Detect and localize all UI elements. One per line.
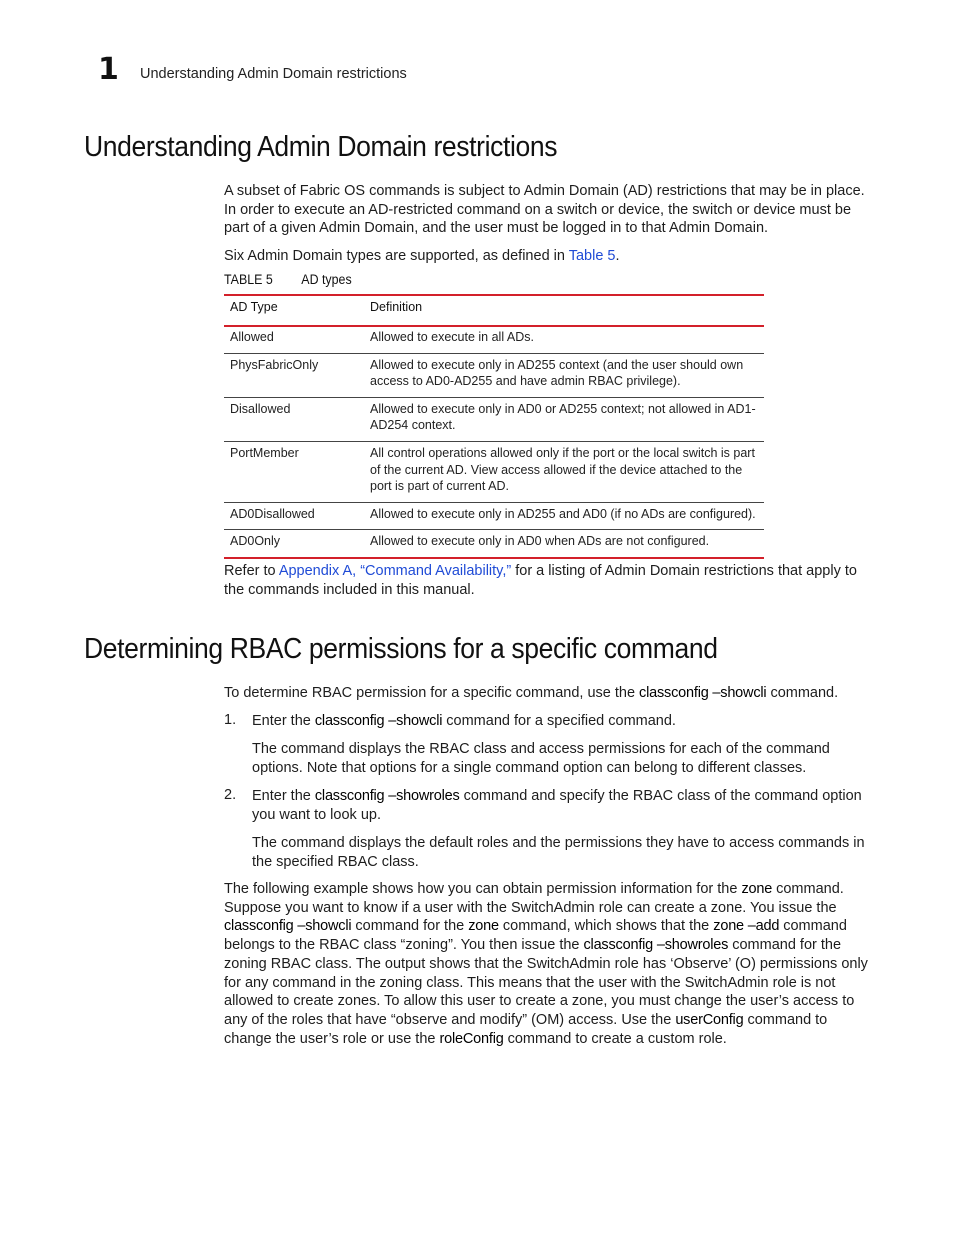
table-row [224,397,764,441]
example-paragraph [224,880,870,1048]
command-text: classconfig –showcli [314,713,443,729]
table-header-cell: AD Type [224,295,364,326]
table-caption-number: TABLE 5 [224,272,273,287]
ad-type-cell: Disallowed [224,397,364,441]
text-span: command. Suppose you want to know if a user with the SwitchAdmin role can create a zone. You issue the [224,881,844,916]
text-span: command for the zoning RBAC class. The output shows that the SwitchAdmin role has ‘Observe’ (O) permissions only for any command in the zoning class. This means that the user with the SwitchAdmin role is not allowed to create zones. To allow this user to create a zone, you must change the user’s access to any of the roles that have “observe and modify” (OM) access. Use the [224,937,868,1028]
text-span: command for the [351,918,469,935]
text-span: command. [766,685,839,701]
text-span: for a listing of Admin Domain restrictions that apply to the commands included in this manual. [224,563,857,598]
text-span: Enter the [252,713,315,729]
table-row [224,502,764,530]
command-text: classconfig –showcli [224,918,352,935]
command-text: userConfig [675,1011,744,1028]
table-caption [224,272,352,287]
definition-cell: Allowed to execute only in AD255 context (and the user should own access to AD0-AD255 and have admin RBAC privilege). [364,353,764,397]
table-row [224,326,764,353]
appendix-a-link[interactable]: Appendix A, “Command Availability,” [278,563,512,579]
section-heading-admin-domain: Understanding Admin Domain restrictions [84,131,558,163]
text-span: Refer to [224,563,279,579]
ad-types-table [224,294,764,559]
table-header-cell: Definition [364,295,764,326]
step-2-text [252,787,870,824]
section-heading-rbac-permissions: Determining RBAC permissions for a specific command [84,633,718,665]
definition-cell: Allowed to execute in all ADs. [364,326,764,353]
text-span: Enter the [252,788,315,804]
ad-type-cell: PortMember [224,441,364,502]
definition-cell: All control operations allowed only if the port or the local switch is part of the current AD. View access allowed if the device attached to the port is part of current AD. [364,441,764,502]
text-span: command for a specified command. [442,713,676,729]
ad-type-cell: AD0Only [224,530,364,558]
ad-types-intro-paragraph [224,247,870,266]
text-span: command to create a custom role. [503,1030,727,1047]
step-number: 1. [224,712,237,728]
command-text: classconfig –showroles [314,788,460,804]
definition-cell: Allowed to execute only in AD255 and AD0 (if no ADs are configured). [364,502,764,530]
running-header-title: Understanding Admin Domain restrictions [140,66,407,82]
ad-type-cell: PhysFabricOnly [224,353,364,397]
text-span: command belongs to the RBAC class “zoning”. You then issue the [224,918,847,954]
command-text: classconfig –showcli [639,685,767,701]
definition-cell: Allowed to execute only in AD0 when ADs are not configured. [364,530,764,558]
table-5-link[interactable]: Table 5 [568,248,616,264]
rbac-intro-paragraph [224,684,870,703]
ad-type-cell: AD0Disallowed [224,502,364,530]
text-span: To determine RBAC permission for a specific command, use the [224,685,640,701]
text-span: command and specify the RBAC class of the command option you want to look up. [252,788,862,823]
text-span: command to change the user’s role or use the [224,1011,828,1047]
text-span: Six Admin Domain types are supported, as defined in [224,248,569,264]
text-span: command, which shows that the [498,918,714,935]
command-text: zone [468,918,499,935]
ad-intro-paragraph: A subset of Fabric OS commands is subject to Admin Domain (AD) restrictions that may be in place. In order to execute an AD-restricted command on a switch or device, the switch or device must be part of a given Admin Domain, and the user must be logged in to that Admin Domain. [224,183,865,237]
table-header-row [224,295,764,326]
command-text: classconfig –showroles [583,937,729,954]
definition-cell: Allowed to execute only in AD0 or AD255 context; not allowed in AD1-AD254 context. [364,397,764,441]
text-span: The following example shows how you can obtain permission information for the [224,881,742,897]
chapter-number: 1 [98,52,119,87]
step-1-note: The command displays the RBAC class and access permissions for each of the command options. Note that options for a single command option can belong to different classes. [252,741,830,776]
table-row [224,353,764,397]
step-number: 2. [224,787,237,803]
step-2-note: The command displays the default roles and the permissions they have to access commands in the specified RBAC class. [252,835,865,870]
command-text: zone [741,881,773,897]
text-span: . [615,248,620,264]
table-row [224,530,764,558]
ad-type-cell: Allowed [224,326,364,353]
appendix-reference-paragraph [224,562,870,599]
step-1-text [252,712,870,731]
command-text: zone –add [713,918,780,935]
command-text: roleConfig [439,1030,504,1047]
table-row [224,441,764,502]
table-caption-title: AD types [301,272,352,287]
